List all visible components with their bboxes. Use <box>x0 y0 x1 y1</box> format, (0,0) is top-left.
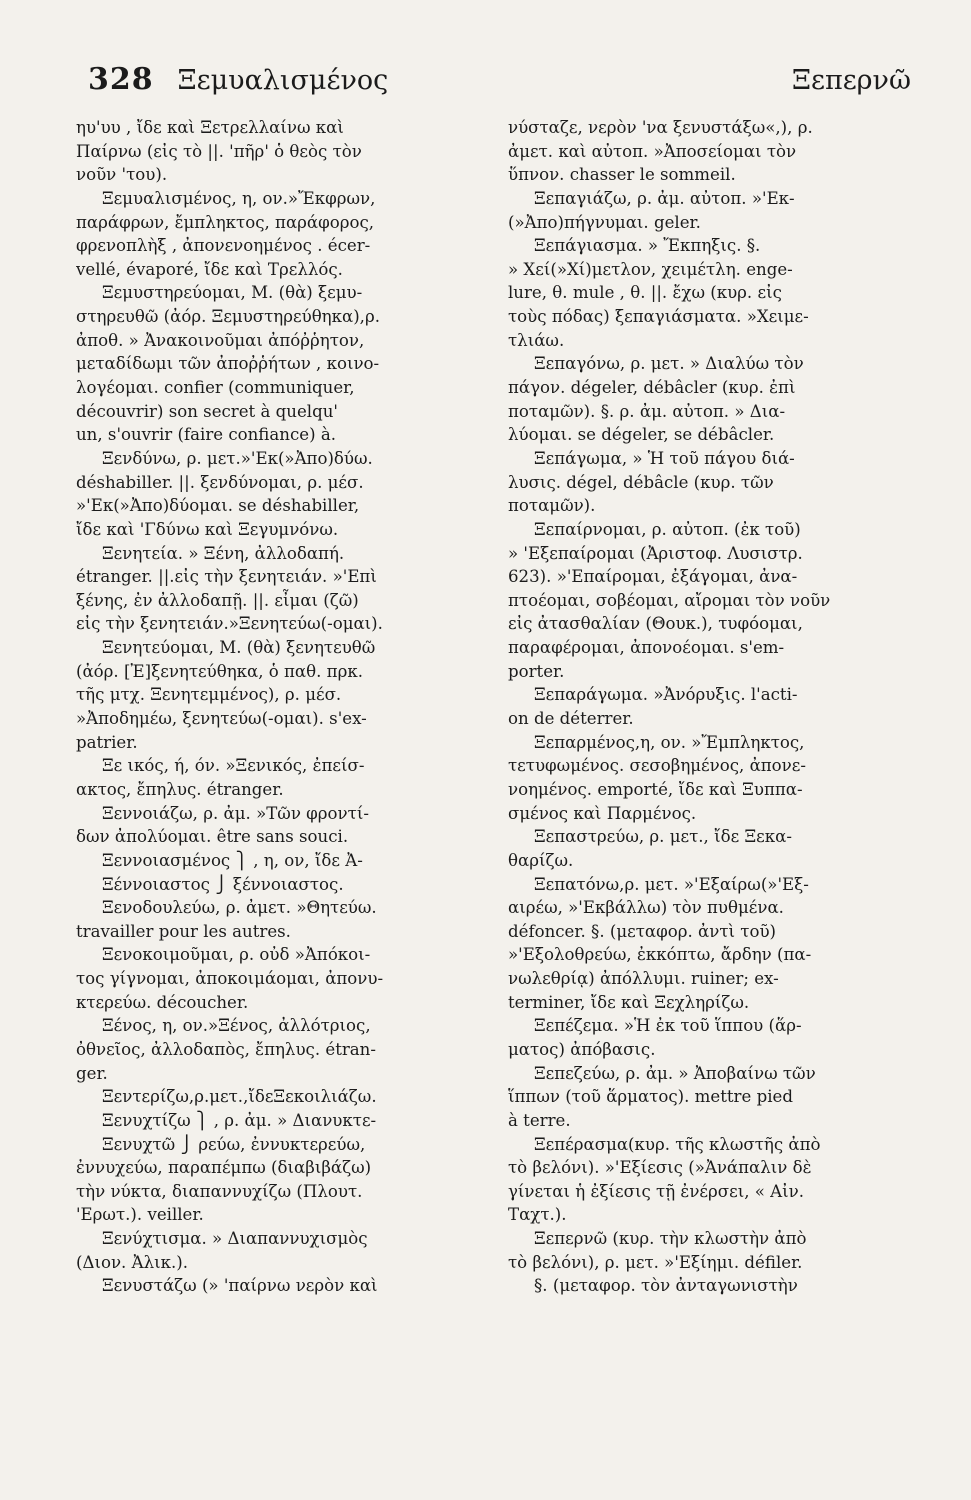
text-line: λυσις. dégel, débâcle (κυρ. τῶν <box>508 472 774 492</box>
text-line: ὕπνον. chasser le sommeil. <box>508 165 736 185</box>
text-line: αιρέω, »'Εκβάλλω) τὸν πυθμένα. <box>508 898 784 918</box>
text-line: μεταδίδωμι τῶν ἀποῤῥήτων , κοινο- <box>76 354 380 374</box>
text-line: τοὺς πόδας) ξεπαγιάσματα. »Χειμε- <box>508 307 809 327</box>
text-line: ἵππων (τοῦ ἅρματος). mettre pied <box>508 1087 793 1107</box>
text-line: Ξεπαγόνω, ρ. μετ. » Διαλύω τὸν <box>534 354 804 374</box>
text-line: πάγον. dégeler, débâcler (κυρ. ἐπὶ <box>508 378 796 398</box>
text-line: Ξενοκοιμοῦμαι, ρ. οὐδ »Ἀπόκοι- <box>102 945 371 965</box>
text-line: (»Ἀπο)πήγνυμαι. geler. <box>508 212 701 232</box>
text-line: étranger. ||.εἰς τὴν ξενητειάν. »'Επὶ <box>76 567 377 587</box>
text-line: Ξεπατόνω,ρ. μετ. »'Εξαίρω(»'Εξ- <box>534 874 809 894</box>
text-line: Ξεπεζεύω, ρ. ἀμ. » Ἀποβαίνω τῶν <box>534 1063 816 1083</box>
text-line: νοῦν 'του). <box>76 165 168 185</box>
text-line: »Ἀποδημέω, ξενητεύω(-ομαι). s'ex- <box>76 709 367 729</box>
text-line: στηρευθῶ (ἀόρ. Ξεμυστηρεύθηκα),ρ. <box>76 307 380 327</box>
text-line: τὸ βελόνι), ρ. μετ. »'Εξίημι. défiler. <box>508 1252 803 1272</box>
text-line: Ξένος, η, ον.»Ξένος, ἀλλότριος, <box>102 1016 371 1036</box>
page-header <box>88 62 911 106</box>
text-line: παραφέρομαι, ἀπονοέομαι. s'em- <box>508 638 785 658</box>
text-line: τῆς μτχ. Ξενητεμμένος), ρ. μέσ. <box>76 685 342 705</box>
text-line: ποταμῶν). §. ρ. ἀμ. αὐτοπ. » Δια- <box>508 401 786 421</box>
text-line: θαρίζω. <box>508 850 574 870</box>
text-line: νωλεθρίᾳ) ἀπόλλυμι. ruiner; ex- <box>508 969 779 989</box>
text-line: Ξεπέζεμα. »Ἡ ἐκ τοῦ ἵππου (ἅρ- <box>534 1016 802 1036</box>
left-column <box>76 116 468 1298</box>
right-running-headword: Ξεπερνῶ <box>791 65 911 96</box>
text-line: à terre. <box>508 1110 571 1130</box>
text-line: σμένος καὶ Παρμένος. <box>508 803 697 823</box>
text-line: νύσταζε, νερὸν 'να ξενυστάξω«,), ρ. <box>508 118 813 137</box>
text-line: Ξεμυστηρεύομαι, Μ. (θὰ) ξεμυ- <box>102 283 363 303</box>
text-line: défoncer. §. (μεταφορ. ἀντὶ τοῦ) <box>508 921 777 941</box>
text-line: Παίρνω (εἰς τὸ ||. 'πῆρ' ὁ θεὸς τὸν <box>76 141 362 161</box>
text-line: Ξεπάγωμα, » Ἡ τοῦ πάγου διά- <box>534 448 795 468</box>
left-running-headword: Ξεμυαλισμένος <box>177 65 389 96</box>
text-line: » Χεί(»Χί)μετλον, χειμέτλη. enge- <box>508 259 793 279</box>
text-line: (Διον. Ἀλικ.). <box>76 1252 188 1272</box>
text-line: νοημένος. emporté, ἴδε καὶ Ξυππα- <box>508 779 803 799</box>
text-line: δων ἀπολύομαι. être sans souci. <box>76 827 349 847</box>
text-line: »'Εκ(»Ἀπο)δύομαι. se déshabiller, <box>76 496 360 516</box>
text-line: Ξεπαίρνομαι, ρ. αὐτοπ. (ἐκ τοῦ) <box>534 519 801 539</box>
text-line: lure, θ. mule , θ. ||. ἔχω (κυρ. εἰς <box>508 283 782 303</box>
right-column <box>508 116 900 1298</box>
text-line: (ἀόρ. [Ἐ]ξενητεύθηκα, ὁ παθ. πρκ. <box>76 661 363 681</box>
text-line: Ξεννοιασμένος ⎫ , η, ον, ἴδε Ἀ- <box>102 850 363 870</box>
text-line: τος γίγνομαι, ἀποκοιμάομαι, ἀπονυ- <box>76 969 384 989</box>
text-line: παράφρων, ἔμπληκτος, παράφορος, <box>76 212 375 232</box>
text-line: un, s'ouvrir (faire confiance) à. <box>76 425 336 445</box>
text-line: »'Εξολοθρεύω, ἐκκόπτω, ἄρδην (πα- <box>508 945 812 965</box>
text-line: ὀθνεῖος, ἀλλοδαπὸς, ἔπηλυς. étran- <box>76 1039 376 1059</box>
text-line: Ξεμυαλισμένος, η, ον.»Ἔκφρων, <box>102 188 376 208</box>
text-line: τλιάω. <box>508 330 565 350</box>
text-line: τετυφωμένος. σεσοβημένος, ἀπονε- <box>508 756 806 776</box>
text-line: εἰς ἀτασθαλίαν (Θουκ.), τυφόομαι, <box>508 614 803 634</box>
text-line: λογέομαι. confier (communiquer, <box>76 378 355 398</box>
text-line: πτοέομαι, σοβέομαι, αἴρομαι τὸν νοῦν <box>508 590 831 610</box>
text-line: on de déterrer. <box>508 709 634 729</box>
text-line: 'Ερωτ.). veiller. <box>76 1205 204 1225</box>
text-line: découvrir) son secret à quelqu' <box>76 401 338 421</box>
text-line: travailler pour les autres. <box>76 921 291 941</box>
text-line: Ξεπαστρεύω, ρ. μετ., ἴδε Ξεκα- <box>534 827 792 847</box>
text-line: Ξενδύνω, ρ. μετ.»'Εκ(»Ἀπο)δύω. <box>102 448 373 468</box>
text-line: déshabiller. ||. ξενδύνομαι, ρ. μέσ. <box>76 472 364 492</box>
text-line: ποταμῶν). <box>508 496 596 516</box>
text-line: Ξέννοιαστος ⎭ ξέννοιαστος. <box>102 874 344 894</box>
text-line: » 'Εξεπαίρομαι (Ἀριστοφ. Λυσιστρ. <box>508 543 803 563</box>
text-line: porter. <box>508 661 565 681</box>
text-line: Ξενυχτίζω ⎫ , ρ. ἀμ. » Διανυκτε- <box>102 1110 377 1130</box>
text-line: Ξενητεία. » Ξένη, ἀλλοδαπή. <box>102 543 345 563</box>
text-line: terminer, ἴδε καὶ Ξεχληρίζω. <box>508 992 750 1012</box>
text-line: Ξεπερνῶ (κυρ. τὴν κλωστὴν ἀπὸ <box>534 1229 807 1249</box>
text-line: Ξενοδουλεύω, ρ. ἀμετ. »Θητεύω. <box>102 898 377 918</box>
text-line: Ταχτ.). <box>508 1205 567 1225</box>
text-line: λύομαι. se dégeler, se débâcler. <box>508 425 775 445</box>
text-line: τὴν νύκτα, διαπαννυχίζω (Πλουτ. <box>76 1181 363 1201</box>
text-line: vellé, évaporé, ἴδε καὶ Τρελλός. <box>76 259 343 279</box>
text-line: patrier. <box>76 732 138 752</box>
text-line: τὸ βελόνι). »'Εξίεσις (»Ἀνάπαλιν δὲ <box>508 1158 812 1178</box>
text-line: ἴδε καὶ 'Γδύνω καὶ Ξεγυμνόνω. <box>76 519 339 539</box>
text-line: ἐννυχεύω, παραπέμπω (διαβιβάζω) <box>76 1158 372 1178</box>
text-line: Ξενυστάζω (» 'παίρνω νερὸν καὶ <box>102 1276 378 1296</box>
text-line: κτερεύω. découcher. <box>76 992 249 1012</box>
text-line: φρενοπλὴξ , ἀπονενοημένος . écer- <box>76 236 371 256</box>
page-number: 328 <box>88 62 154 97</box>
text-line: εἰς τὴν ξενητειάν.»Ξενητεύω(-ομαι). <box>76 614 383 634</box>
text-line: γίνεται ἡ ἐξίεσις τῇ ἐνέρσει, « Αἰν. <box>508 1181 805 1201</box>
text-line: Ξεπαράγωμα. »Ἀνόρυξις. l'acti- <box>534 685 798 705</box>
text-line: Ξενυχτῶ ⎭ ρεύω, ἐννυκτερεύω, <box>102 1134 366 1154</box>
text-line: Ξεπέρασμα(κυρ. τῆς κλωστῆς ἀπὸ <box>534 1134 821 1154</box>
text-line: Ξεπάγιασμα. » Ἔκπηξις. §. <box>534 236 761 256</box>
text-line: ἀποθ. » Ἀνακοινοῦμαι ἀπόῤῥητον, <box>76 330 365 350</box>
text-line: ἀμετ. καὶ αὐτοπ. »Ἀποσείομαι τὸν <box>508 141 797 161</box>
text-line: ακτος, ἔπηλυς. étranger. <box>76 779 284 799</box>
text-line: ξένης, ἐν ἀλλοδαπῇ. ||. εἶμαι (ζῶ) <box>76 590 359 610</box>
text-line: 623). »'Επαίρομαι, ἐξάγομαι, ἀνα- <box>508 567 798 587</box>
text-line: Ξεπαγιάζω, ρ. ἀμ. αὐτοπ. »'Εκ- <box>534 188 795 208</box>
text-line: Ξεπαρμένος,η, ον. »Ἔμπληκτος, <box>534 732 805 752</box>
text-line: Ξενητεύομαι, Μ. (θὰ) ξενητευθῶ <box>102 638 376 658</box>
text-line: ματος) ἀπόβασις. <box>508 1039 656 1059</box>
text-line: Ξεννοιάζω, ρ. ἀμ. »Τῶν φροντί- <box>102 803 369 823</box>
text-line: ger. <box>76 1063 108 1083</box>
text-line: Ξενύχτισμα. » Διαπαννυχισμὸς <box>102 1229 368 1249</box>
text-line: Ξεντερίζω,ρ.μετ.,ἴδεΞεκοιλιάζω. <box>102 1087 377 1107</box>
text-line: Ξε ικός, ή, όν. »Ξενικός, ἐπείσ- <box>102 756 365 776</box>
text-line: ηυ'υυ , ἴδε καὶ Ξετρελλαίνω καὶ <box>76 118 344 137</box>
text-line: §. (μεταφορ. τὸν ἀνταγωνιστὴν <box>534 1276 798 1296</box>
